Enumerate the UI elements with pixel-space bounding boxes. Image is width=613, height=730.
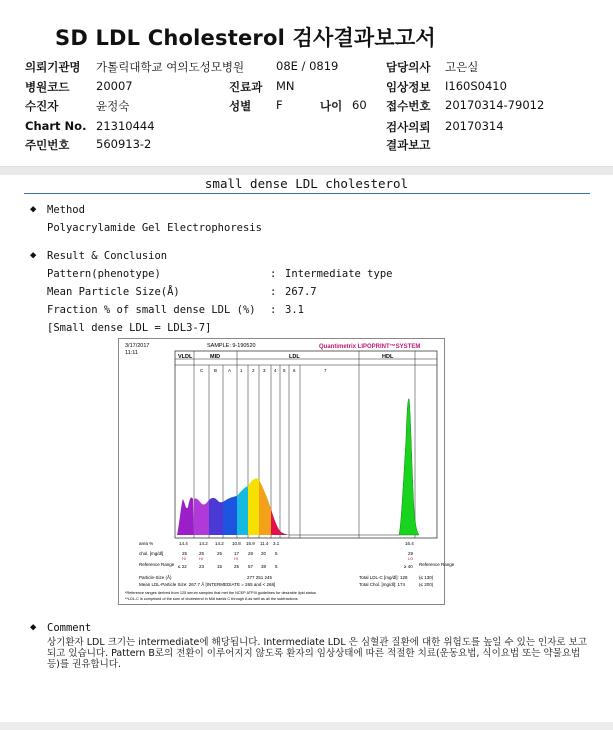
area-value: 11.4	[260, 541, 269, 546]
ref-value: 23	[199, 564, 205, 569]
result-label-pattern: Pattern(phenotype)	[47, 268, 161, 280]
result-label-fraction: Fraction % of small dense LDL (%)	[47, 304, 256, 316]
footer-bar	[0, 722, 613, 730]
result-sep-fraction: :	[270, 304, 277, 316]
area-value: 14.2	[215, 541, 224, 546]
total-chol-ref: (≤ 200)	[419, 582, 434, 587]
section-divider	[0, 166, 613, 175]
ref-value: 38	[261, 564, 267, 569]
ref-values	[178, 564, 413, 569]
ref-label: Reference Range	[139, 562, 175, 567]
chol-value: 17	[234, 551, 240, 556]
chol-flag: HI	[199, 557, 203, 561]
value-resident-no: 560913-2	[96, 137, 152, 151]
method-text: Polyacrylamide Gel Electrophoresis	[47, 222, 262, 234]
chol-value: 20	[261, 551, 267, 556]
label-chart-no: Chart No.	[25, 119, 87, 133]
chol-flag: HI	[182, 557, 186, 561]
result-note: [Small dense LDL = LDL3-7]	[47, 322, 212, 334]
mean-size: Mean LDL-Particle Size: 267.7 Å [INTERMEDIATE = 265 and < 268]	[139, 582, 276, 587]
label-resident-no: 주민번호	[25, 138, 70, 152]
sub-band-b: B	[214, 368, 218, 373]
total-chol: Total Chol. [mg/dl]: 174	[359, 582, 406, 587]
result-sep-size: :	[270, 286, 277, 298]
area-value: 10.8	[232, 541, 241, 546]
result-value-fraction: 3.1	[285, 304, 304, 316]
chol-flag: LO	[408, 557, 414, 561]
ref-value: ≥ 40	[404, 564, 413, 569]
sub-band-5: 5	[283, 368, 286, 373]
area-value: 16.4	[405, 541, 414, 546]
chol-value: 25	[182, 551, 188, 556]
sub-band-labels	[200, 368, 327, 373]
area-value: 14.2	[199, 541, 208, 546]
label-doctor: 담당의사	[386, 60, 431, 74]
chol-value: 25	[217, 551, 223, 556]
total-ldl-ref: (≤ 130)	[419, 575, 434, 580]
label-patient: 수진자	[25, 99, 59, 113]
label-institution: 의뢰기관명	[25, 60, 81, 74]
result-label-size: Mean Particle Size(Å)	[47, 286, 180, 298]
report-time: 11:11	[125, 350, 138, 356]
total-ldl: Total LDL-C [mg/dl]: 128	[359, 575, 408, 580]
area-value: 14.4	[179, 541, 188, 546]
page-title: SD LDL Cholesterol 검사결과보고서	[55, 26, 436, 50]
label-department: 진료과	[229, 80, 263, 94]
ref-value: 25	[234, 564, 240, 569]
sub-band-c: C	[200, 368, 204, 373]
label-request-date: 검사의뢰	[386, 120, 431, 134]
lipoprint-report	[118, 338, 455, 605]
particle-label: Particle-Size (Å)	[139, 575, 172, 580]
method-bullet-icon: ◆	[30, 203, 37, 215]
result-value-pattern: Intermediate type	[285, 268, 393, 280]
electrophoresis-curve	[177, 399, 419, 535]
area-value: 3.1	[273, 541, 280, 546]
chol-label: chol. [mg/dl]	[139, 551, 164, 556]
result-bullet-icon: ◆	[30, 249, 37, 261]
ref-label-right: Reference Range	[419, 562, 455, 567]
chol-flag: HI	[234, 557, 238, 561]
value-doctor: 고은실	[445, 60, 479, 74]
sub-band-6: 6	[293, 368, 296, 373]
report-sample: SAMPLE: 9-190520	[207, 343, 256, 349]
particle-values: 277 251 245	[247, 575, 273, 580]
ref-value: ≤ 22	[178, 564, 187, 569]
label-report-date: 결과보고	[386, 138, 431, 152]
comment-heading: Comment	[47, 622, 92, 634]
chol-flags	[182, 557, 413, 561]
result-value-size: 267.7	[285, 286, 317, 298]
comment-text: 상기환자 LDL 크기는 intermediate에 해당됩니다. Intermediate LDL 은 심혈관 질환에 대한 위험도를 높일 수 있는 인자로 보고되고 있습니다. Pattern B로의 전환이 이루어지지 않도록 환자의 임상상태에 따른 적절한 치료(운동요법, 식이요법 또는 약물요법 등)를 권유합니다.	[47, 637, 587, 670]
result-heading: Result & Conclusion	[47, 250, 168, 262]
comment-bullet-icon: ◆	[30, 621, 37, 633]
chol-value: 25	[199, 551, 205, 556]
value-receipt-no: 20170314-79012	[445, 98, 545, 112]
label-hospital-code: 병원코드	[25, 80, 70, 94]
label-age: 나이	[320, 99, 343, 113]
ref-value: 15	[217, 564, 223, 569]
value-age: 60	[352, 98, 367, 112]
section-underline	[24, 193, 590, 194]
report-date: 3/17/2017	[125, 343, 150, 349]
sub-band-a: A	[228, 368, 232, 373]
footnote-1: *Reference ranges derived from 125 serum samples that met the NCEP ATPIII guidelines for desirable lipid status	[125, 591, 316, 595]
value-clinical-info: I160S0410	[445, 79, 507, 93]
band-hdl: HDL	[382, 354, 394, 360]
sub-band-2: 2	[252, 368, 255, 373]
lipoprint-chart	[119, 339, 455, 604]
label-sex: 성별	[229, 99, 252, 113]
band-mid: MID	[210, 354, 221, 360]
label-clinical-info: 임상정보	[386, 80, 431, 94]
area-values	[179, 541, 414, 546]
sub-band-3: 3	[263, 368, 266, 373]
ref-value: 5	[275, 564, 278, 569]
band-ldl: LDL	[289, 354, 300, 360]
value-sex: F	[276, 98, 283, 112]
value-ward: 08E / 0819	[276, 59, 339, 73]
label-receipt-no: 접수번호	[386, 99, 431, 113]
chol-value: 5	[275, 551, 278, 556]
sub-band-1: 1	[240, 368, 243, 373]
value-patient: 윤정숙	[96, 99, 130, 113]
ref-value: 57	[248, 564, 254, 569]
chol-value: 28	[248, 551, 254, 556]
sub-band-7: 7	[324, 368, 327, 373]
footnote-2: **LDL-C is comprised of the sum of cholesterol in Mid bands C through A as well as all the subfractions	[125, 597, 298, 601]
area-value: 15.9	[246, 541, 255, 546]
band-vldl: VLDL	[178, 354, 193, 360]
value-institution: 가톨릭대학교 여의도성모병원	[96, 60, 245, 74]
value-request-date: 20170314	[445, 119, 504, 133]
value-hospital-code: 20007	[96, 79, 133, 93]
value-department: MN	[276, 79, 295, 93]
area-label: area %	[139, 541, 154, 546]
method-heading: Method	[47, 204, 85, 216]
result-sep-pattern: :	[270, 268, 277, 280]
section-title: small dense LDL cholesterol	[204, 176, 409, 191]
sub-band-4: 4	[274, 368, 277, 373]
chol-values	[182, 551, 414, 556]
report-brand: Quantimetrix LIPOPRINT™SYSTEM	[319, 344, 421, 350]
chol-value: 29	[408, 551, 414, 556]
value-chart-no: 21310444	[96, 119, 155, 133]
